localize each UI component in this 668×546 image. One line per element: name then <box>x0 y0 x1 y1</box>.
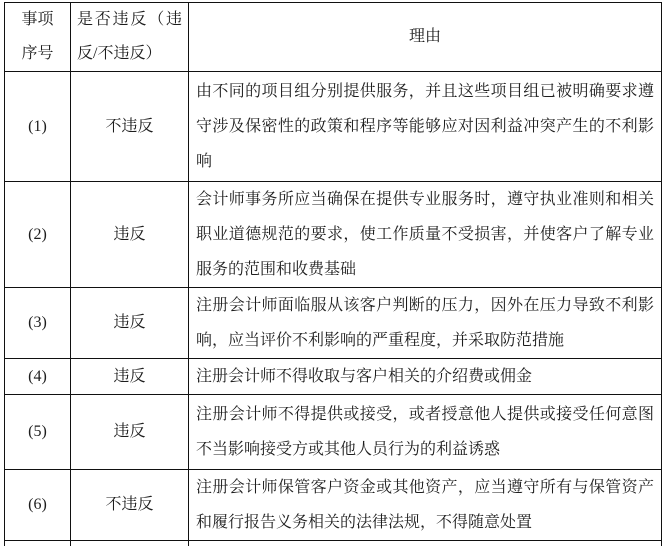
item-no-cell: (4) <box>5 359 71 395</box>
table-header-row <box>5 3 662 72</box>
reason-cell: 由不同的项目组分别提供服务，并且这些项目组已被明确要求遵守涉及保密性的政策和程序等能够应对因利益冲突产生的不利影响 <box>189 72 662 182</box>
item-no-cell: (6) <box>5 470 71 541</box>
table-row <box>5 72 662 182</box>
header-item-no-label: 事项序号 <box>21 11 54 62</box>
header-reason <box>189 3 662 72</box>
verdict-cell: 不违反 <box>71 470 189 541</box>
next-row-sliver-cell <box>71 541 189 546</box>
header-violation-label: 是否违反（违反/不违反） <box>77 11 182 62</box>
item-no-cell: (1) <box>5 72 71 182</box>
next-row-sliver-cell <box>189 541 662 546</box>
reason-cell: 注册会计师保管客户资金或其他资产，应当遵守所有与保管资产和履行报告义务相关的法律法规，不得随意处置 <box>189 470 662 541</box>
header-item-no <box>5 3 71 72</box>
table-row <box>5 470 662 541</box>
item-no-cell: (3) <box>5 288 71 359</box>
table-row <box>5 288 662 359</box>
verdict-cell: 不违反 <box>71 72 189 182</box>
violation-judgement-table <box>4 2 662 546</box>
item-no-cell: (5) <box>5 395 71 470</box>
verdict-cell: 违反 <box>71 288 189 359</box>
verdict-cell: 违反 <box>71 182 189 288</box>
next-row-sliver-cell <box>5 541 71 546</box>
item-no-cell: (2) <box>5 182 71 288</box>
header-reason-label: 理由 <box>408 28 441 45</box>
reason-cell: 注册会计师不得收取与客户相关的介绍费或佣金 <box>189 359 662 395</box>
reason-cell: 会计师事务所应当确保在提供专业服务时，遵守执业准则和相关职业道德规范的要求，使工作质量不受损害，并使客户了解专业服务的范围和收费基础 <box>189 182 662 288</box>
table-row <box>5 182 662 288</box>
verdict-cell: 违反 <box>71 395 189 470</box>
verdict-cell: 违反 <box>71 359 189 395</box>
table-row <box>5 395 662 470</box>
table-row <box>5 359 662 395</box>
next-row-sliver <box>5 541 662 546</box>
reason-cell: 注册会计师面临服从该客户判断的压力，因外在压力导致不利影响，应当评价不利影响的严重程度，并采取防范措施 <box>189 288 662 359</box>
header-violation <box>71 3 189 72</box>
reason-cell: 注册会计师不得提供或接受，或者授意他人提供或接受任何意图不当影响接受方或其他人员行为的利益诱惑 <box>189 395 662 470</box>
